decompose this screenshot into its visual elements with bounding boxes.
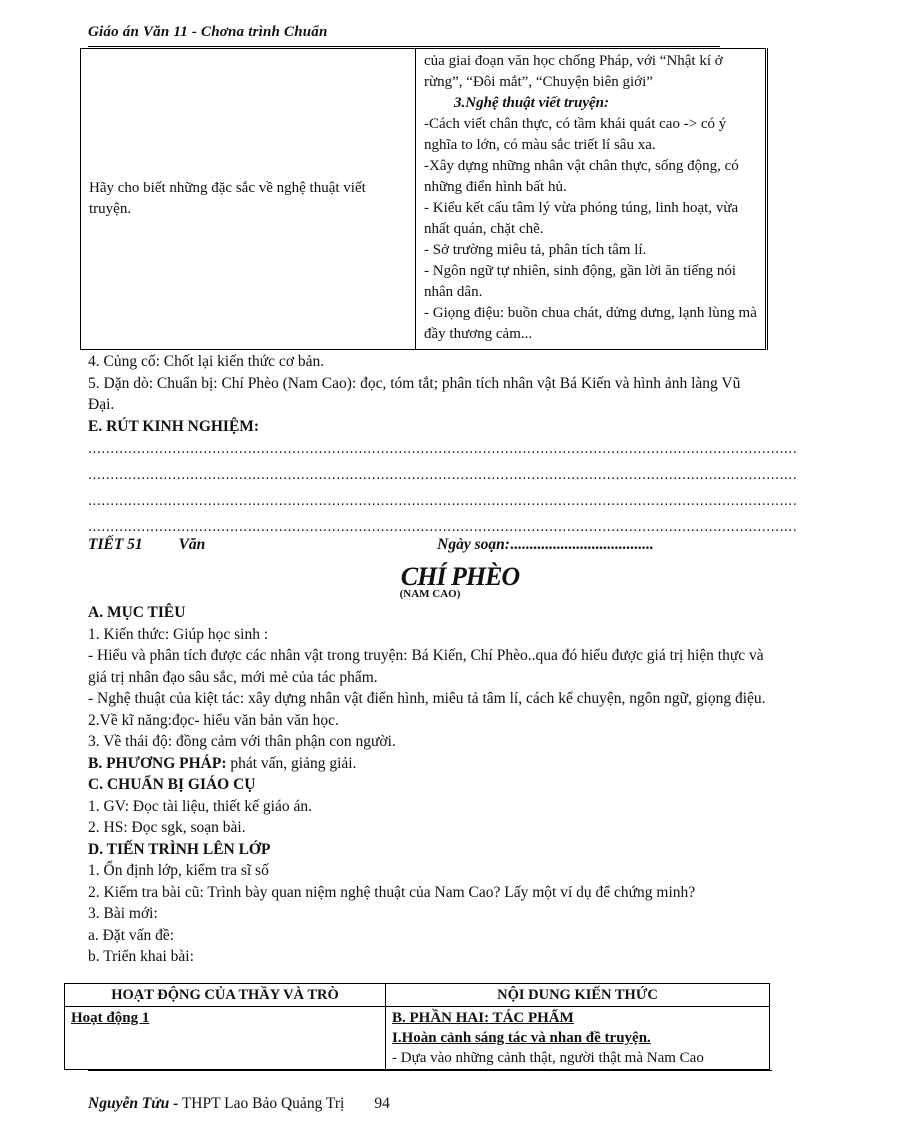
table-right-cell [416,49,767,350]
after-table-block [88,351,798,541]
lesson-subject: Văn [178,536,206,553]
date-dots: ..................................... [509,536,654,553]
section-d3b: b. Triển khai bài: [88,948,194,965]
section-a2: 2.Về kĩ năng:đọc- hiểu văn bản văn học. [88,711,339,729]
lesson-line [88,536,653,554]
part-two-heading: B. PHẦN HAI: TÁC PHẨM [392,1010,574,1026]
consolidation-line: 4. Củng cố: Chốt lại kiến thức cơ bản. [88,353,325,370]
content-line: - Dựa vào những cảnh thật, người thật mà Nam Cao [392,1050,704,1066]
school-name: THPT Lao Bảo Quảng Trị [178,1095,345,1112]
section-d-heading: D. TIẾN TRÌNH LÊN LỚP [88,840,271,858]
section-b-heading: B. PHƯƠNG PHÁP: [88,754,227,772]
section-d3: 3. Bài mới: [88,905,158,922]
section-d3a: a. Đặt vấn đề: [88,926,175,944]
header-rule [88,46,720,47]
dotted-line: ................................................................................................................................................................ [88,468,798,483]
activity-1: Hoạt động 1 [71,1010,150,1026]
table-line: -Cách viết chân thực, có tầm khái quát cao -> có ý nghĩa to lớn, có màu sắc triết lí sâu xa. [424,116,727,153]
lesson-number: TIẾT 51 [88,536,143,553]
homework-line: 5. Dặn dò: Chuẩn bị: Chí Phèo (Nam Cao): đọc, tóm tắt; phân tích nhân vật Bá Kiến và hình ảnh làng Vũ Đại. [88,374,741,413]
table-line: - Kiểu kết cấu tâm lý vừa phóng túng, linh hoạt, vừa nhất quán, chặt chẽ. [424,200,739,237]
dotted-line: ................................................................................................................................................................ [88,442,798,457]
lesson-table-top [80,48,768,350]
section-d1: 1. Ổn định lớp, kiểm tra sĩ số [88,862,269,879]
section-c1: 1. GV: Đọc tài liệu, thiết kế giáo án. [88,797,312,815]
experience-heading: E. RÚT KINH NGHIỆM: [88,417,260,435]
context-heading: I.Hoàn cảnh sáng tác và nhan đề truyện. [392,1030,651,1046]
work-author: (NAM CAO) [399,588,461,600]
column-header-activities: HOẠT ĐỘNG CỦA THẦY VÀ TRÒ [65,984,386,1007]
content-cell [386,1007,770,1070]
work-title: CHÍ PHÈO [400,562,520,591]
section-c2: 2. HS: Đọc sgk, soạn bài. [88,819,246,836]
dotted-line: ................................................................................................................................................................ [88,520,798,535]
page-number: 94 [374,1095,390,1112]
section-a1: 1. Kiến thức: Giúp học sinh : [88,625,269,643]
date-label: Ngày soạn: [437,536,510,553]
lesson-table-bottom [64,983,770,1070]
section-a1b: - Nghệ thuật của kiệt tác: xây dựng nhân vật điển hình, miêu tả tâm lí, cách kể chuyện, ngôn ngữ, giọng điệu. [88,690,766,707]
table-line: - Ngôn ngữ tự nhiên, sinh động, gần lời ăn tiếng nói nhân dân. [424,263,737,300]
section-a1a: - Hiểu và phân tích được các nhân vật trong truyện: Bá Kiến, Chí Phèo..qua đó hiểu được giá trị hiện thực và giá trị nhân đạo sâu sắc, mới mẻ của tác phẩm. [88,647,764,686]
table-left-cell: Hãy cho biết những đặc sắc về nghệ thuật viết truyện. [81,49,416,350]
table-subheading: 3.Nghệ thuật viết truyện: [454,95,610,111]
activity-cell [65,1007,386,1070]
section-d2: 2. Kiểm tra bài cũ: Trình bày quan niệm nghệ thuật của Nam Cao? Lấy một ví dụ để chứng minh? [88,883,696,901]
section-a-heading: A. MỤC TIÊU [88,604,186,621]
section-b-text: phát vấn, giảng giải. [226,754,357,772]
table-line: -Xây dựng những nhân vật chân thực, sống động, có những điển hình bất hủ. [424,158,739,195]
page-footer [88,1095,390,1113]
author-name: Nguyễn Tửu - [88,1095,179,1112]
dotted-line: ................................................................................................................................................................ [88,494,798,509]
section-c-heading: C. CHUẨN BỊ GIÁO CỤ [88,776,256,793]
section-b [88,753,768,775]
page-header: Giáo án Văn 11 - Chơna trình Chuẩn [88,24,328,40]
column-header-content: NỘI DUNG KIẾN THỨC [386,984,770,1007]
footer-rule [88,1070,772,1071]
table-line: - Sở trường miêu tả, phân tích tâm lí. [424,242,647,258]
lesson-sections [88,602,768,968]
table-line: - Giọng điệu: buồn chua chát, dửng dưng, lạnh lùng mà đầy thương cảm... [424,305,757,342]
section-a3: 3. Về thái độ: đồng cảm với thân phận con người. [88,733,396,750]
table-line: của giai đoạn văn học chống Pháp, với “Nhật kí ở rừng”, “Đôi mắt”, “Chuyện biên giới” [424,53,723,90]
